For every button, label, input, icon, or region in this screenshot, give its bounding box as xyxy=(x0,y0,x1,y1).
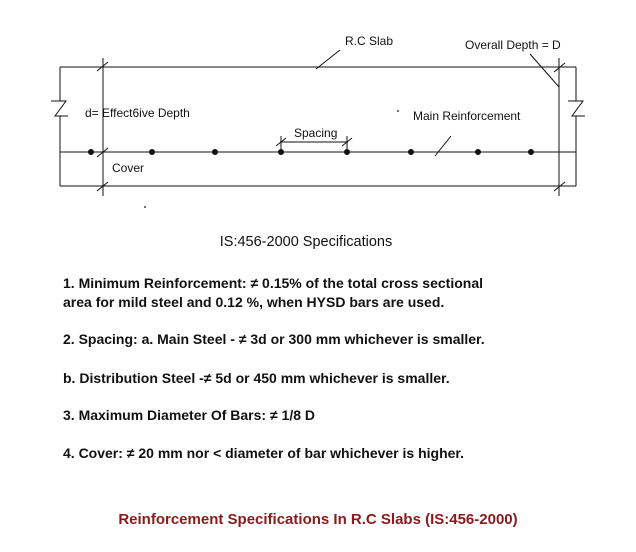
rebar-dot xyxy=(212,149,218,155)
rebar-dot xyxy=(475,149,481,155)
main-reinforcement-leader xyxy=(435,136,451,156)
slab-label: R.C Slab xyxy=(345,34,394,48)
spacing-label: Spacing xyxy=(294,126,338,140)
main-reinforcement-label: Main Reinforcement xyxy=(413,109,521,123)
rebar-dot xyxy=(278,149,284,155)
spec-item-4: 4. Cover: ≠ 20 mm nor < diameter of bar whichever is higher. xyxy=(63,445,464,461)
spec-item-2: 2. Spacing: a. Main Steel - ≠ 3d or 300 mm whichever is smaller. xyxy=(63,331,485,347)
right-break-symbol xyxy=(568,101,585,116)
stray-mark xyxy=(144,206,146,208)
effective-depth-label: d= Effect6ive Depth xyxy=(85,106,190,120)
spec-item-1-line-1: 1. Minimum Reinforcement: ≠ 0.15% of the total cross sectional xyxy=(63,275,483,291)
figure-caption: Reinforcement Specifications In R.C Slabs (IS:456-2000) xyxy=(118,511,518,528)
left-break-symbol xyxy=(51,101,68,116)
spec-item-3: 3. Maximum Diameter Of Bars: ≠ 1/8 D xyxy=(63,407,315,423)
slab-leader xyxy=(316,50,340,69)
spec-item-1-line-2: area for mild steel and 0.12 %, when HYSD bars are used. xyxy=(63,294,445,310)
spec-item-2b: b. Distribution Steel -≠ 5d or 450 mm whichever is smaller. xyxy=(63,370,450,386)
overall-depth-leader xyxy=(530,54,559,87)
stray-mark xyxy=(397,110,399,112)
cover-label: Cover xyxy=(112,161,145,175)
rebar-dot xyxy=(149,149,155,155)
rebar-dot xyxy=(344,149,350,155)
rebar-dot xyxy=(528,149,534,155)
specifications-heading: IS:456-2000 Specifications xyxy=(219,234,393,250)
rebar-dot xyxy=(408,149,414,155)
overall-depth-label: Overall Depth = D xyxy=(465,38,561,52)
rebar-dot xyxy=(88,149,94,155)
